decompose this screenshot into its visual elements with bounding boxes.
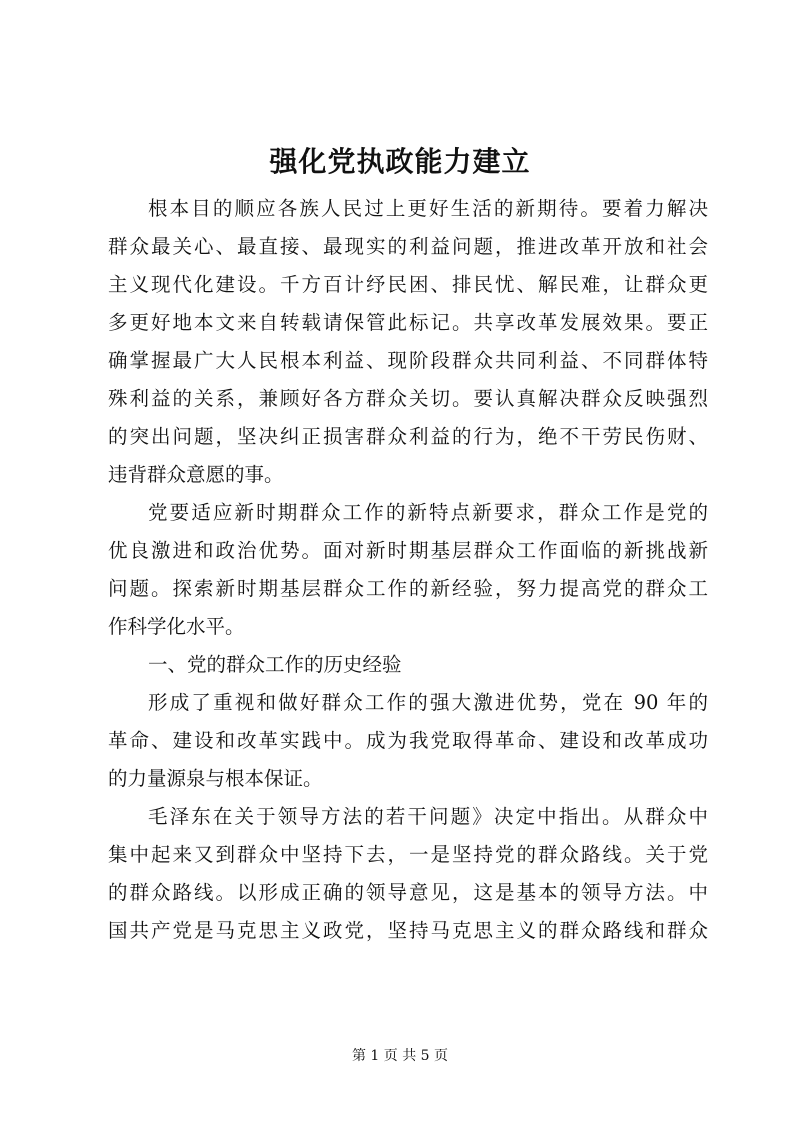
paragraph-line: 形成了重视和做好群众工作的强大激进优势，党在 90 年的	[148, 691, 708, 714]
paragraph-line: 的群众路线。以形成正确的领导意见，这是基本的领导方法。中	[108, 881, 708, 904]
page-footer: 第 1 页 共 5 页	[351, 1048, 449, 1064]
paragraph-line: 的突出问题，坚决纠正损害群众利益的行为，绝不干劳民伤财、	[108, 425, 708, 448]
paragraph-line: 毛泽东在关于领导方法的若干问题》决定中指出。从群众中	[148, 805, 708, 828]
section-heading: 一、党的群众工作的历史经验	[148, 653, 402, 676]
paragraph-line: 根本目的顺应各族人民过上更好生活的新期待。要着力解决	[148, 197, 708, 220]
paragraph-line: 党要适应新时期群众工作的新特点新要求，群众工作是党的	[148, 501, 708, 524]
paragraph-line: 革命、建设和改革实践中。成为我党取得革命、建设和改革成功	[108, 729, 708, 752]
paragraph-line: 确掌握最广大人民根本利益、现阶段群众共同利益、不同群体特	[108, 349, 708, 372]
paragraph-line: 主义现代化建设。千方百计纾民困、排民忧、解民难，让群众更	[108, 273, 708, 296]
paragraph-line: 的力量源泉与根本保证。	[108, 767, 323, 790]
paragraph-line: 集中起来又到群众中坚持下去，一是坚持党的群众路线。关于党	[108, 843, 708, 866]
paragraph-line: 国共产党是马克思主义政党，坚持马克思主义的群众路线和群众	[108, 919, 708, 942]
paragraph-line: 优良激进和政治优势。面对新时期基层群众工作面临的新挑战新	[108, 539, 708, 562]
document-title: 强化党执政能力建立	[269, 145, 531, 178]
paragraph-line: 作科学化水平。	[108, 615, 245, 638]
paragraph-line: 殊利益的关系，兼顾好各方群众关切。要认真解决群众反映强烈	[108, 387, 708, 410]
paragraph-line: 问题。探索新时期基层群众工作的新经验，努力提高党的群众工	[108, 577, 708, 600]
document-body	[108, 190, 708, 950]
paragraph-line: 违背群众意愿的事。	[108, 463, 284, 486]
paragraph-line: 多更好地本文来自转载请保管此标记。共享改革发展效果。要正	[108, 311, 708, 334]
paragraph-line: 群众最关心、最直接、最现实的利益问题，推进改革开放和社会	[108, 235, 708, 258]
